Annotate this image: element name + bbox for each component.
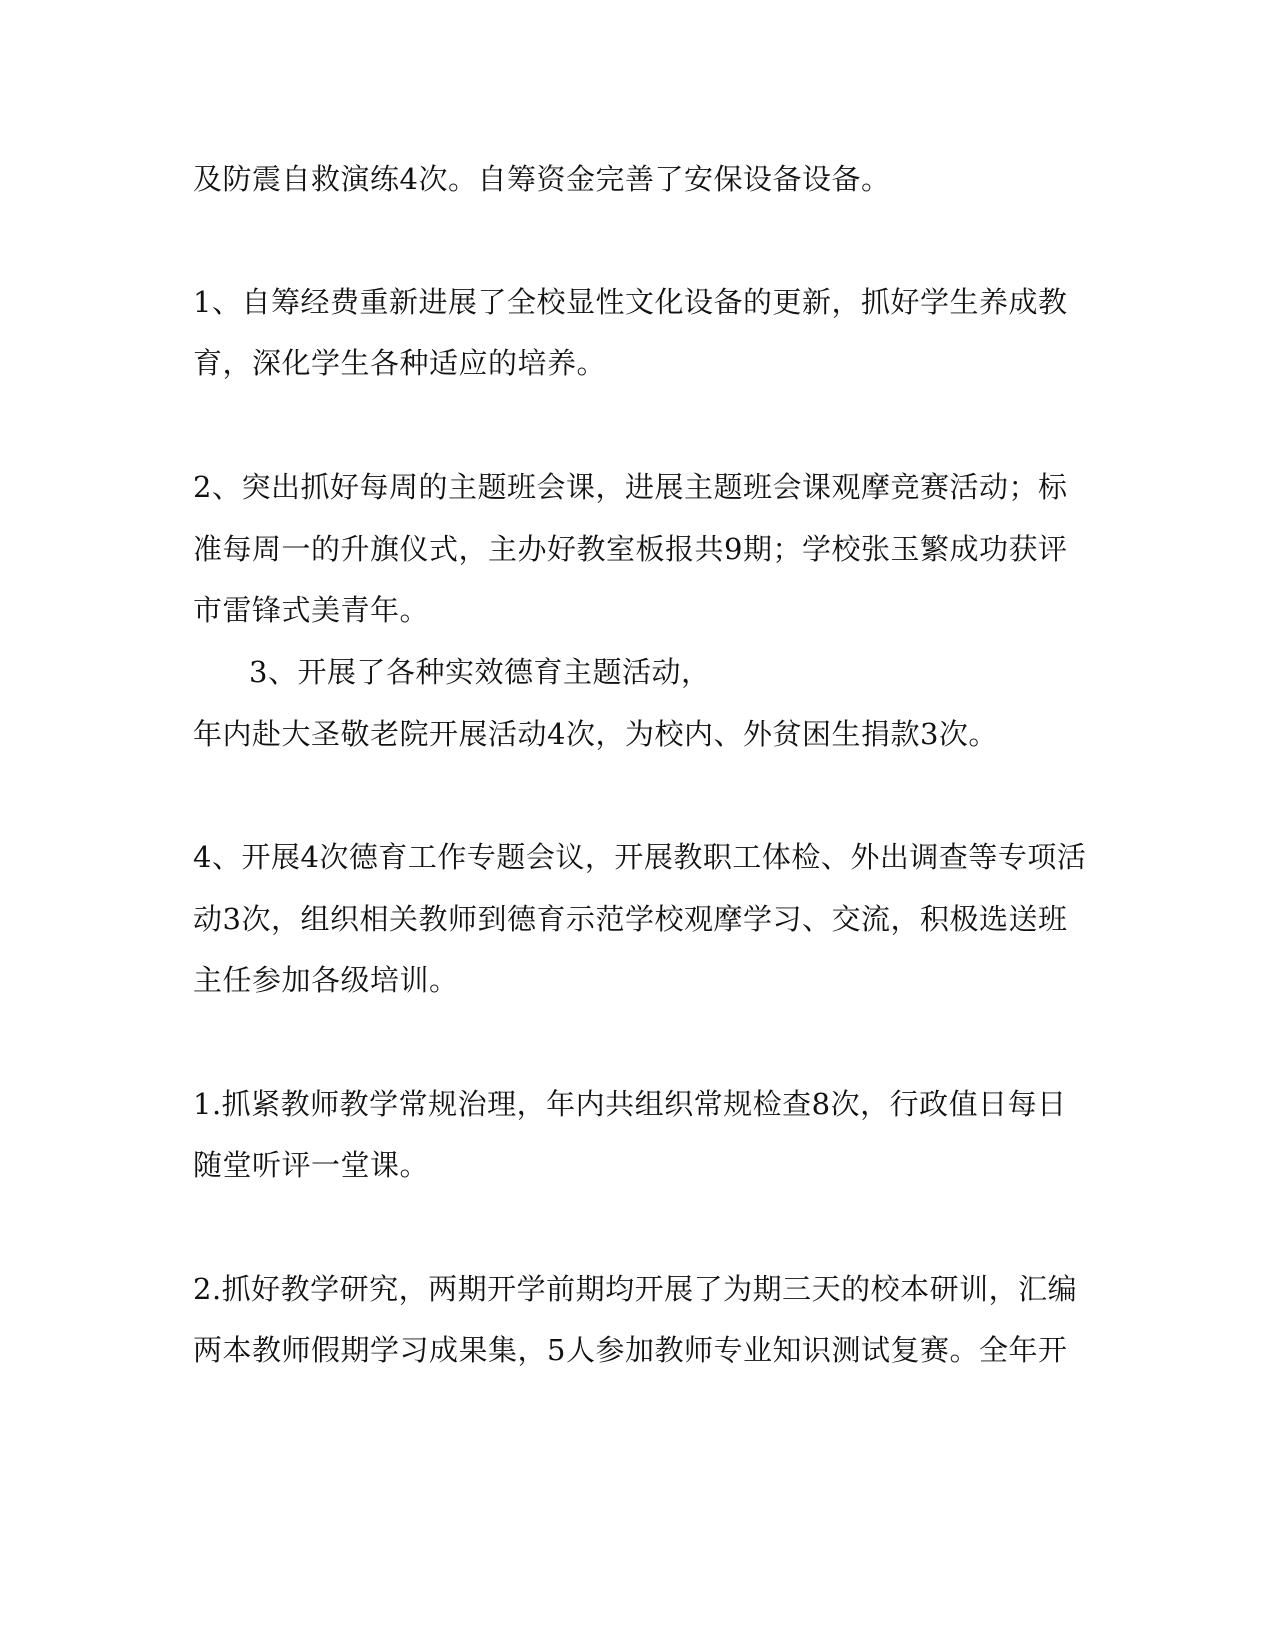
paragraph-line: 主任参加各级培训。: [193, 963, 459, 997]
paragraph-line: 随堂听评一堂课。: [193, 1148, 430, 1182]
paragraph-line: 准每周一的升旗仪式，主办好教室板报共9期；学校张玉繁成功获评: [193, 532, 1068, 566]
paragraph-line: 动3次，组织相关教师到德育示范学校观摩学习、交流，积极选送班: [193, 902, 1068, 936]
paragraph-line: 育，深化学生各种适应的培养。: [193, 346, 607, 380]
paragraph-line: 1、自筹经费重新进展了全校显性文化设备的更新，抓好学生养成教: [193, 285, 1068, 319]
paragraph-line: 2.抓好教学研究，两期开学前期均开展了为期三天的校本研训，汇编: [193, 1272, 1078, 1306]
paragraph-line: 及防震自救演练4次。自筹资金完善了安保设备设备。: [193, 162, 891, 196]
paragraph-line: 两本教师假期学习成果集，5人参加教师专业知识测试复赛。全年开: [193, 1333, 1068, 1367]
paragraph-line: 4、开展4次德育工作专题会议，开展教职工体检、外出调查等专项活: [193, 840, 1087, 874]
paragraph-line: 年内赴大圣敬老院开展活动4次，为校内、外贫困生捐款3次。: [193, 717, 998, 751]
paragraph-line: 3、开展了各种实效德育主题活动，: [249, 655, 711, 689]
paragraph-line: 市雷锋式美青年。: [193, 593, 430, 627]
paragraph-line: 1.抓紧教师教学常规治理，年内共组织常规检查8次，行政值日每日: [193, 1087, 1067, 1121]
paragraph-line: 2、突出抓好每周的主题班会课，进展主题班会课观摩竞赛活动；标: [193, 470, 1068, 504]
